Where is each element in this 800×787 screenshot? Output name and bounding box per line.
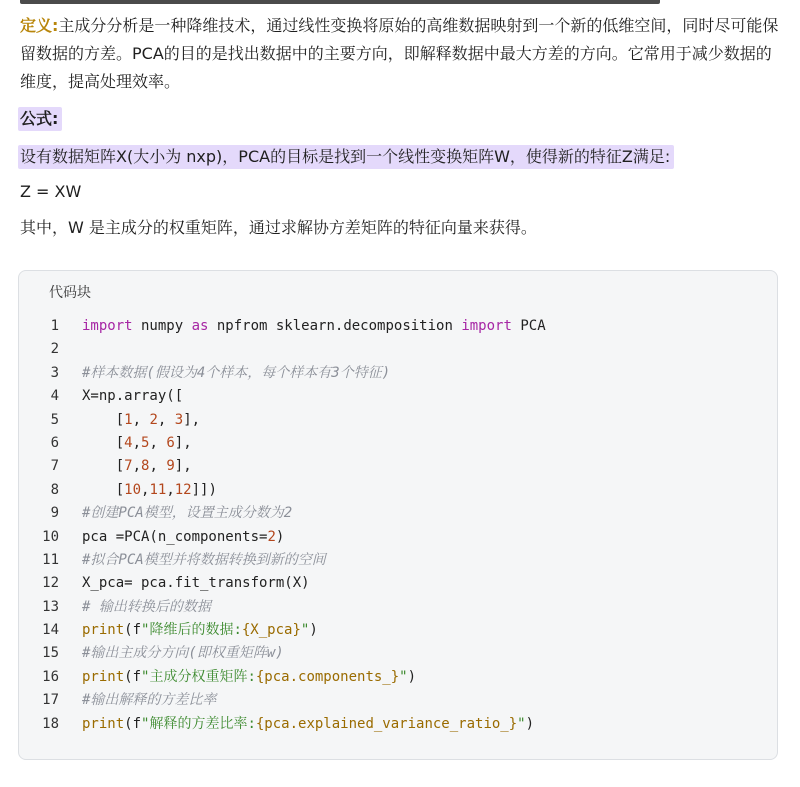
code-token: , — [157, 411, 175, 428]
line-number: 8 — [50, 481, 59, 498]
definition-label: 定义 — [20, 16, 53, 35]
line-number: 4 — [50, 388, 59, 405]
code-text — [82, 455, 192, 478]
code-token: "主成分权重矩阵: — [141, 668, 256, 685]
code-line — [19, 642, 779, 665]
code-line — [19, 666, 779, 689]
code-token: import — [461, 318, 512, 334]
code-token: numpy — [132, 318, 192, 334]
code-token: as — [191, 318, 209, 334]
line-number: 14 — [42, 622, 59, 639]
code-token: ]]) — [191, 481, 217, 498]
code-text — [82, 385, 183, 408]
code-token: # 输出转换后的数据 — [82, 598, 211, 615]
code-token: " — [300, 622, 310, 639]
code-token: {pca.components_} — [255, 668, 400, 685]
code-text — [82, 315, 546, 338]
code-text — [82, 479, 217, 502]
code-text — [82, 596, 211, 619]
code-token: , — [149, 434, 167, 451]
line-number: 11 — [42, 551, 59, 568]
code-token: (f — [124, 668, 142, 685]
code-block-title: 代码块 — [49, 285, 91, 301]
line-number: 12 — [42, 575, 59, 592]
definition-text: 主成分分析是一种降维技术，通过线性变换将原始的高维数据映射到一个新的低维空间，同时尽可能保留数据的方差。PCA的目的是找出数据中的主要方向，即解释数据中最大方差的方向。它常用于减少数据的维度，提高处理效率。 — [20, 16, 779, 91]
code-token: PCA — [511, 318, 546, 334]
code-block — [18, 270, 778, 760]
formula-label-row — [18, 104, 62, 134]
code-token: , — [149, 458, 167, 475]
code-token: #创建PCA模型，设置主成分数为2 — [82, 505, 293, 522]
definition-paragraph — [20, 12, 780, 96]
formula-description-row — [18, 142, 674, 172]
line-number: 7 — [50, 458, 59, 475]
cropped-heading-remnant — [0, 0, 800, 6]
code-token: ], — [174, 434, 192, 451]
line-number: 10 — [42, 528, 59, 545]
formula-label: 公式: — [18, 107, 62, 131]
code-token: 7 — [124, 458, 133, 475]
code-token: [ — [82, 481, 125, 498]
code-token: #拟合PCA模型并将数据转换到新的空间 — [82, 551, 326, 568]
code-text — [82, 666, 416, 689]
code-line — [19, 409, 779, 432]
code-token: " — [517, 715, 526, 732]
code-line — [19, 432, 779, 455]
formula-explanation: 其中，W 是主成分的权重矩阵，通过求解协方差矩阵的特征向量来获得。 — [20, 218, 537, 237]
code-token: print — [82, 668, 125, 685]
definition-colon: : — [52, 16, 59, 35]
code-token: 3 — [174, 411, 184, 428]
code-lines[interactable] — [19, 315, 779, 736]
code-token: 6 — [166, 434, 175, 451]
code-line — [19, 315, 779, 338]
code-token: , — [132, 434, 142, 451]
code-token: "解释的方差比率: — [141, 715, 256, 732]
code-token: import — [82, 318, 133, 334]
code-token: npfrom sklearn.decomposition — [208, 318, 462, 334]
code-text — [82, 549, 326, 572]
code-line — [19, 689, 779, 712]
code-line — [19, 338, 779, 361]
line-number: 6 — [50, 434, 59, 451]
line-number: 9 — [50, 505, 59, 522]
code-token: ], — [183, 411, 201, 428]
code-text — [82, 642, 284, 665]
code-token: 10 — [124, 481, 142, 498]
code-line — [19, 549, 779, 572]
code-token: 9 — [166, 458, 175, 475]
code-text — [82, 619, 318, 642]
code-token: {X_pca} — [241, 622, 301, 639]
code-token: , — [132, 411, 150, 428]
code-line — [19, 572, 779, 595]
code-token: 11 — [149, 481, 167, 498]
code-token: X_pca= pca.fit_transform(X) — [82, 575, 310, 592]
code-token: "降维后的数据: — [141, 622, 242, 639]
code-token: ], — [174, 458, 192, 475]
code-token: 12 — [174, 481, 192, 498]
code-text — [82, 432, 192, 455]
code-line — [19, 455, 779, 478]
code-text — [82, 526, 284, 549]
code-token: ) — [407, 668, 417, 685]
formula-equation: Z = XW — [20, 182, 82, 201]
code-token: , — [141, 481, 150, 498]
line-number: 18 — [42, 715, 59, 732]
code-token: ) — [275, 528, 285, 545]
code-line — [19, 713, 779, 736]
code-text — [82, 572, 310, 595]
code-token: 2 — [149, 411, 158, 428]
line-number: 5 — [50, 411, 59, 428]
code-token: {pca.explained_variance_ratio_} — [255, 715, 518, 732]
code-token: #输出主成分方向(即权重矩阵w) — [82, 645, 284, 662]
line-number: 2 — [50, 341, 59, 358]
code-text — [82, 689, 216, 712]
line-number: 16 — [42, 668, 59, 685]
code-token: 1 — [124, 411, 133, 428]
line-number: 17 — [42, 692, 59, 709]
code-line — [19, 596, 779, 619]
code-line — [19, 385, 779, 408]
code-line — [19, 479, 779, 502]
code-token: print — [82, 715, 125, 732]
formula-description: 设有数据矩阵X(大小为 nxp)，PCA的目标是找到一个线性变换矩阵W，使得新的特征Z满足: — [18, 145, 674, 169]
line-number: 15 — [42, 645, 59, 662]
code-token: #输出解释的方差比率 — [82, 692, 217, 709]
code-line — [19, 502, 779, 525]
code-token: pca =PCA(n_components= — [82, 528, 268, 545]
line-number: 1 — [50, 318, 59, 334]
code-token: [ — [82, 434, 125, 451]
code-token: [ — [82, 458, 125, 475]
code-token: 5 — [141, 434, 150, 451]
code-token: (f — [124, 715, 142, 732]
code-token: 4 — [124, 434, 133, 451]
code-text — [82, 502, 292, 525]
code-token: #样本数据(假设为4个样本，每个样本有3个特征) — [82, 364, 391, 381]
code-line — [19, 526, 779, 549]
code-token: print — [82, 622, 125, 639]
code-line — [19, 362, 779, 385]
code-token: " — [399, 668, 408, 685]
code-text — [82, 409, 200, 432]
code-token: ) — [525, 715, 535, 732]
code-token: ) — [309, 622, 318, 639]
code-token: , — [166, 481, 175, 498]
code-token: , — [132, 458, 142, 475]
code-text — [82, 362, 390, 385]
code-token: X=np.array([ — [82, 388, 184, 405]
code-token: (f — [124, 622, 142, 639]
line-number: 3 — [50, 364, 59, 381]
code-text — [82, 713, 534, 736]
code-token: [ — [82, 411, 125, 428]
code-token: 2 — [267, 528, 276, 545]
code-line — [19, 619, 779, 642]
code-token: 8 — [141, 458, 150, 475]
line-number: 13 — [42, 598, 59, 615]
